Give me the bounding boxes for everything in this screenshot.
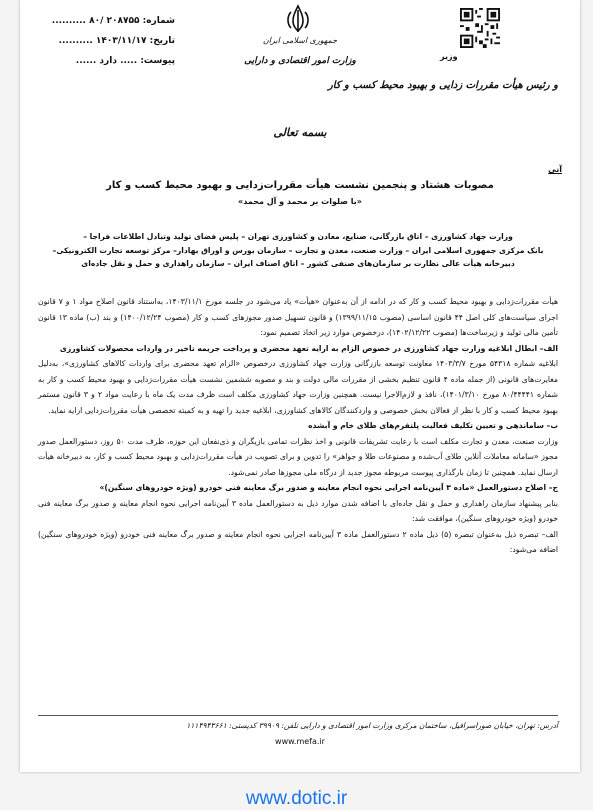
recipients-line: دبیرخانه هیأت عالی نظارت بر سازمان‌های صنفی کشور – اتاق اصناف ایران – سازمان راهداری و حمل و نقل جاده‌ای	[81, 259, 515, 268]
letter-attachment	[35, 56, 175, 66]
section-paragraph: الف– تبصره ذیل به‌عنوان تبصره (۵) ذیل ماده ۲ دستورالعمل ماده ۳ آیین‌نامه اجرایی نحوه انجام معاینه و صدور برگ معاینه فنی خودرو (ویژه خودروهای سنگین) اضافه می‌شود:	[38, 529, 558, 554]
ministry-name: وزارت امور اقتصادی و دارایی	[244, 56, 356, 66]
urgency-label: آنی	[548, 165, 562, 174]
organization-line: و رئیس هیأت مقررات زدایی و بهبود محیط کسب و کار	[327, 80, 558, 91]
recipients-list	[38, 230, 558, 271]
attachment-label: پیوست:	[140, 56, 175, 66]
document-title: مصوبات هشتاد و پنجمین نشست هیأت مقررات‌زدایی و بهبود محیط کسب و کار	[106, 180, 494, 191]
footer-address: آدرس: تهران، خیابان صوراسرافیل، ساختمان مرکزی وزارت امور اقتصادی و دارایی تلفن: ۳۹۹۰۹ کدپستی: ۱۱۱۴۹۴۳۶۶۱	[186, 721, 558, 730]
minister-caption: وزیر	[440, 52, 458, 61]
emblem-country-text: جمهوری اسلامی ایران	[262, 36, 338, 45]
footer-website[interactable]: www.mefa.ir	[275, 737, 325, 746]
recipients-line: بانک مرکزی جمهوری اسلامی ایران – وزارت صنعت، معدن و تجارت – سازمان بورس و اوراق بهادار– مرکز توسعه تجارت الکترونیکی–	[52, 245, 544, 255]
letter-number	[35, 16, 175, 26]
bismillah-heading: بسمه تعالی	[273, 126, 327, 139]
number-value: ۲۰۸۷۵۵ /۸۰ ..........	[51, 16, 140, 26]
document-body	[38, 294, 558, 558]
source-watermark[interactable]: www.dotic.ir	[245, 788, 348, 809]
attachment-value: ..... دارد ......	[75, 56, 138, 66]
footer-divider	[38, 715, 558, 716]
section-heading-jim: ج– اصلاح دستورالعمل «ماده ۳ آیین‌نامه اجرایی نحوه انجام معاینه و صدور برگ معاینه فنی خودرو (ویژه خودروهای سنگین)»	[99, 483, 558, 492]
date-value: ۱۴۰۳/۱۱/۱۷ ..........	[58, 36, 147, 46]
document-subtitle: «با صلوات بر محمد و آل محمد»	[238, 197, 362, 206]
intro-paragraph: هیأت مقررات‌زدایی و بهبود محیط کسب و کار که در ادامه از آن به‌عنوان «هیأت» یاد می‌شود در جلسه مورخ ۱۴۰۳/۱۱/۱، به‌استناد قانون اصلاح مواد ۱ و ۷ قانون اجرای سیاست‌های کلی اصل ۴۴ قانون اساسی (مصوب ۱۳۹۹/۱۱/۱۵) و قانون تسهیل صدور مجوزهای کسب و کار (مصوب ۱۴۰۰/۱۲/۲۴) و بند (ب) ماده ۱۳ قانون تأمین مالی تولید و زیرساخت‌ها (مصوب ۱۴۰۲/۱۲/۲۲)، درخصوص موارد زیر اتخاذ تصمیم نمود:	[38, 297, 559, 337]
date-label: تاریخ:	[149, 36, 175, 46]
qr-code	[460, 8, 500, 48]
section-heading-alef: الف– ابطال ابلاغیه وزارت جهاد کشاورزی در خصوص الزام به ارایه تعهد محضری و پرداخت جریمه تاخیر در واردات محصولات کشاورزی	[59, 343, 558, 353]
section-heading-be: ب– ساماندهی و تعیین تکلیف فعالیت پلتفرم‌های طلای خام و آبشده	[308, 421, 558, 430]
section-paragraph: بنابر پیشنهاد سازمان راهداری و حمل و نقل جاده‌ای با اضافه شدن موارد ذیل به دستورالعمل ماده ۳ آیین‌نامه اجرایی نحوه انجام معاینه و صدور برگ معاینه فنی خودرو (ویژه خودروهای سنگین)، موافقت شد:	[38, 498, 558, 523]
letter-date	[35, 36, 175, 46]
section-paragraph: ابلاغیه شماره ۵۴۳۱۸ مورخ ۱۴۰۳/۳/۷ معاونت توسعه بازرگانی وزارت جهاد کشاورزی درخصوص «الزام تعهد محضری برای واردات کالاهای کشاورزی»، به‌دلیل مغایرت‌های قانونی (از جمله ماده ۴ قانون تنظیم بخشی از مقررات مالی دولت و بند و مصوبه ششمین نشست هیأت مقررات‌زدایی و بهبود محیط کسب و کار به شماره ۸۰/۴۴۴۴۱ مورخ ۱۴۰۱/۳/۱۰)، نافذ و لازم‌الاجرا نیست. همچنین وزارت جهاد کشاورزی مکلف است ظرف مدت یک ماه با رعایت مواد ۲ و ۳ قانون مستمر بهبود محیط کسب و کار با نظر از فعالان بخش خصوصی و واردکنندگان کالاهای کشاورزی، ابلاغیه جدید را تهیه و به کمیته تخصصی هیأت مقررات‌زدایی ارایه نماید.	[38, 359, 558, 415]
resolution-title-block	[50, 180, 550, 206]
number-label: شماره:	[142, 16, 175, 26]
recipients-line: وزارت جهاد کشاورزی – اتاق بازرگانی، صنایع، معادن و کشاورزی تهران – پلیس فضای تولید وتبادل اطلاعات فراجا –	[83, 232, 513, 241]
emblem-icon	[282, 4, 314, 34]
document-page	[20, 0, 580, 772]
section-paragraph: وزارت صنعت، معدن و تجارت مکلف است با رعایت تشریفات قانونی و اخذ نظرات تمامی بازیگران و ذی‌نفعان این حوزه، ظرف مدت ۵۰ روز، دستورالعمل صدور مجوز «سامانه معاملات آنلاین طلای آب‌شده و مصنوعات طلا و جواهر» را تدوین و برای تصویب در هیأت مقررات‌زدایی و بهبود محیط کسب و کار، به دبیرخانه هیأت ارسال نماید. همچنین تا زمان بارگذاری پیوست مربوطه مجوز جدید از درگاه ملی مجوزها صادر نمی‌شود.	[38, 436, 558, 477]
